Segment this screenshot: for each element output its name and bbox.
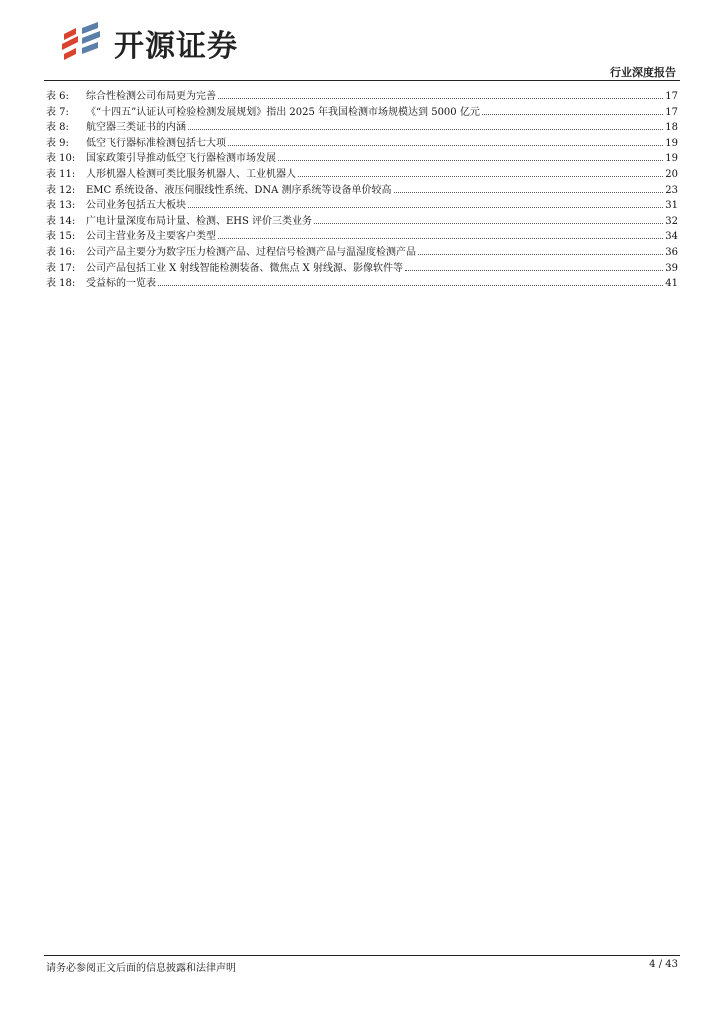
toc-entry[interactable] [46,244,678,260]
toc-title: 低空飞行器标准检测包括七大项 [86,137,226,149]
page-number: 4 / 43 [649,959,678,970]
toc-entry[interactable] [46,150,678,166]
toc-page: 20 [665,168,678,180]
toc-title: 《“十四五”认证认可检验检测发展规划》指出 2025 年我国检测市场规模达到 5000 亿元 [86,106,480,118]
toc-title: 公司产品主要分为数字压力检测产品、过程信号检测产品与温湿度检测产品 [86,246,416,258]
toc-title: 公司产品包括工业 X 射线智能检测装备、微焦点 X 射线源、影像软件等 [86,262,403,274]
toc-number: 表 15: [46,231,76,243]
toc-leader [188,197,663,208]
toc-number: 表 8: [46,122,69,134]
toc-entry[interactable] [46,104,678,120]
toc-entry[interactable] [46,88,678,104]
toc-number: 表 16: [46,246,76,258]
toc-entry[interactable] [46,166,678,182]
toc-page: 34 [665,231,678,243]
toc-page: 39 [665,262,678,274]
toc-number: 表 17: [46,262,76,274]
toc-page: 23 [665,184,678,196]
toc-leader [228,135,663,146]
table-of-contents [46,88,678,291]
toc-leader [394,182,664,193]
toc-number: 表 7: [46,106,69,118]
toc-number: 表 13: [46,200,76,212]
toc-leader [278,150,663,161]
toc-number: 表 18: [46,278,76,290]
toc-page: 17 [665,106,678,118]
toc-leader [314,213,663,224]
toc-number: 表 9: [46,137,69,149]
toc-entry[interactable] [46,260,678,276]
toc-leader [405,260,663,271]
toc-title: 公司业务包括五大板块 [86,200,186,212]
toc-number: 表 12: [46,184,76,196]
logo-mark-icon [58,20,106,66]
toc-leader [482,104,663,115]
toc-entry[interactable] [46,182,678,198]
toc-entry[interactable] [46,135,678,151]
toc-page: 18 [665,122,678,134]
toc-page: 19 [665,153,678,165]
toc-page: 19 [665,137,678,149]
toc-leader [188,119,663,130]
toc-leader [218,88,663,99]
toc-title: 人形机器人检测可类比服务机器人、工业机器人 [86,168,296,180]
report-type-label: 行业深度报告 [610,66,676,79]
toc-leader [218,228,663,239]
toc-title: EMC 系统设备、液压伺服线性系统、DNA 测序系统等设备单价较高 [86,184,392,196]
toc-title: 综合性检测公司布局更为完善 [86,91,216,102]
toc-leader [418,244,663,255]
toc-number: 表 6: [46,91,69,102]
toc-leader [298,166,663,177]
toc-page: 32 [665,215,678,227]
toc-entry[interactable] [46,275,678,291]
toc-entry[interactable] [46,119,678,135]
header-divider [44,80,680,81]
company-logo [58,20,238,66]
legal-disclaimer: 请务必参阅正文后面的信息披露和法律声明 [46,963,236,974]
toc-title: 航空器三类证书的内涵 [86,122,186,134]
toc-leader [158,275,663,286]
toc-number: 表 14: [46,215,76,227]
toc-title: 公司主营业务及主要客户类型 [86,231,216,243]
toc-entry[interactable] [46,213,678,229]
toc-page: 17 [665,91,678,102]
logo-text: 开源证券 [114,29,238,64]
toc-title: 广电计量深度布局计量、检测、EHS 评价三类业务 [86,215,313,227]
toc-number: 表 10: [46,153,76,165]
toc-page: 41 [665,278,678,290]
toc-title: 国家政策引导推动低空飞行器检测市场发展 [86,153,276,165]
toc-title: 受益标的一览表 [86,278,156,290]
toc-page: 31 [665,200,678,212]
toc-page: 36 [665,246,678,258]
toc-number: 表 11: [46,168,76,180]
footer-divider [44,955,680,956]
toc-entry[interactable] [46,197,678,213]
toc-entry[interactable] [46,228,678,244]
